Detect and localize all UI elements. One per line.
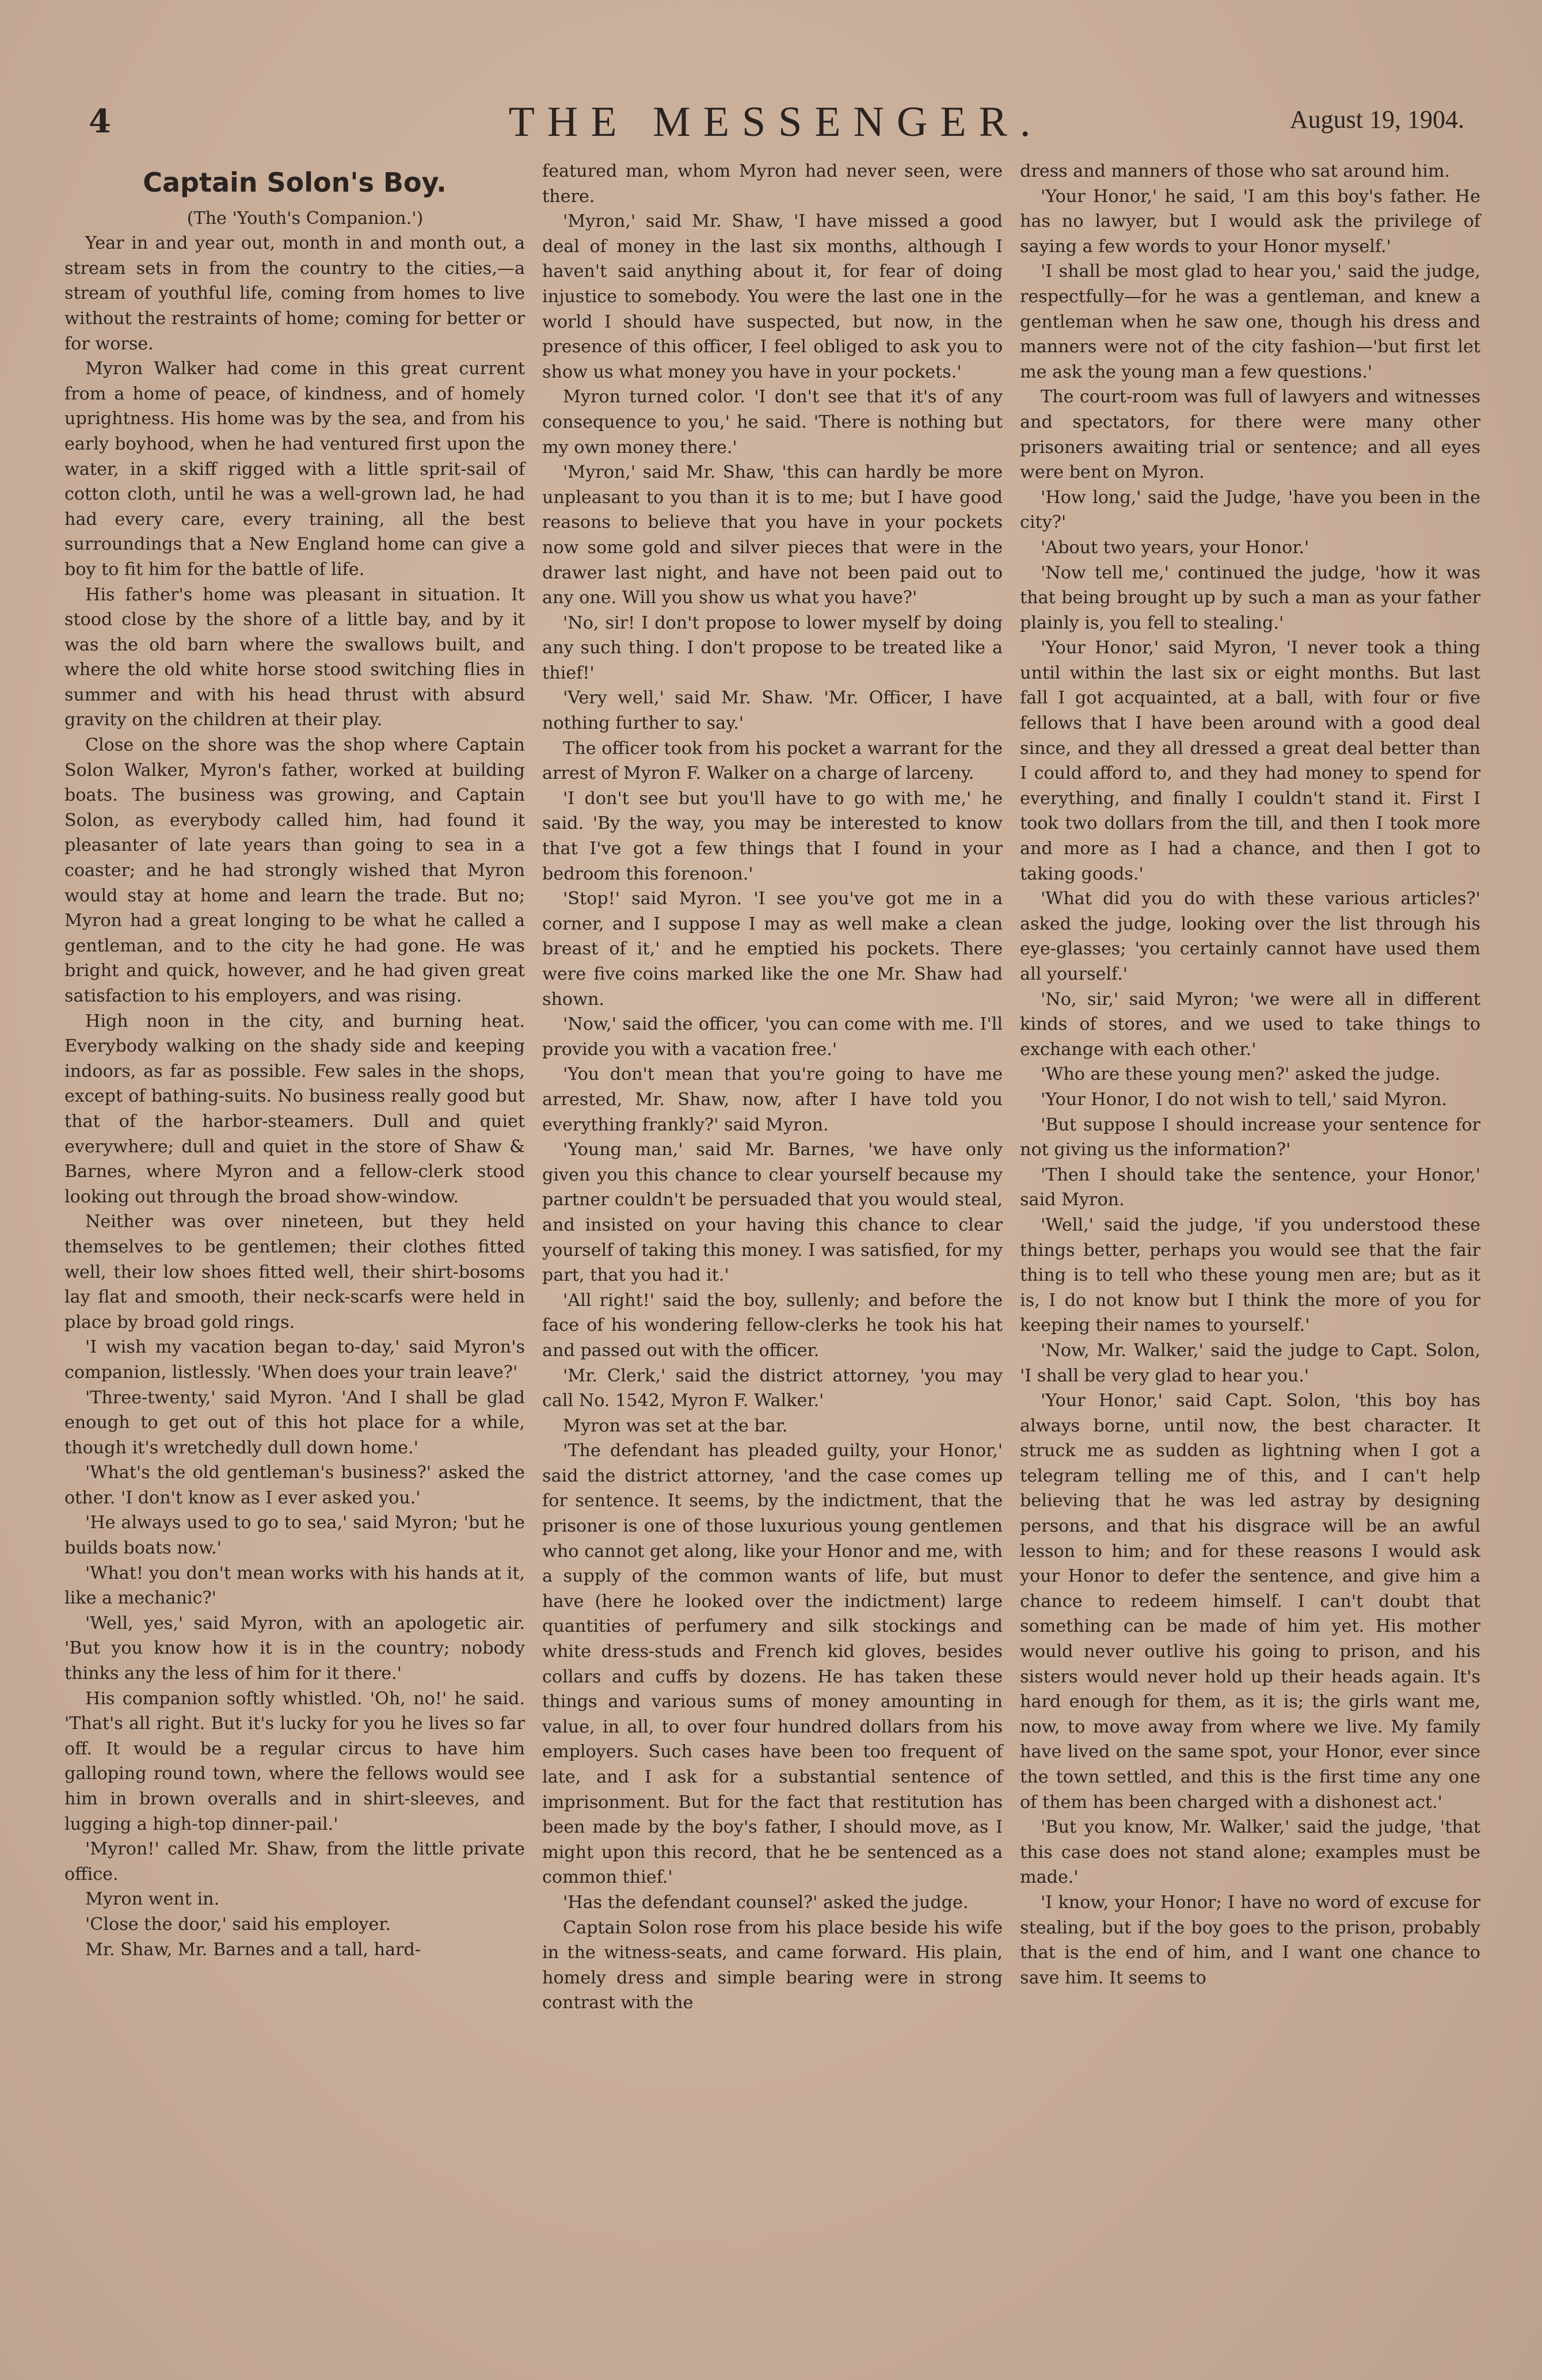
article-paragraph: The court-room was full of lawyers and witnesses and spectators, for there were many other prisoners awaiting trial or sentence; and all eyes were bent on Myron. — [1020, 387, 1480, 483]
article-paragraph: 'No, sir! I don't propose to lower myself by doing any such thing. I don't propose to be treated like a thief!' — [542, 612, 1003, 683]
article-paragraph: 'But suppose I should increase your sentence for not giving us the information?' — [1020, 1114, 1480, 1160]
article-paragraph: 'Who are these young men?' asked the judge. — [1041, 1064, 1441, 1085]
article-paragraph: 'Stop!' said Myron. 'I see you've got me in a corner, and I suppose I may as well make a clean breast of it,' and he emptied his pockets. There were five coins marked like the one Mr. Shaw had shown. — [542, 889, 1003, 1010]
article-paragraph: 'All right!' said the boy, sullenly; and before the face of his wondering fellow-clerks he took his hat and passed out with the officer. — [542, 1290, 1003, 1361]
article-paragraph: 'No, sir,' said Myron; 'we were all in different kinds of stores, and we used to take things to exchange with each other.' — [1020, 989, 1480, 1060]
article-paragraph: Myron turned color. 'I don't see that it's of any consequence to you,' he said. 'There is nothing but my own money there.' — [542, 387, 1003, 458]
article-paragraph: 'Your Honor, I do not wish to tell,' said Myron. — [1041, 1089, 1448, 1110]
article-paragraph: 'What's the old gentleman's business?' asked the other. 'I don't know as I ever asked you.' — [64, 1463, 525, 1508]
article-paragraph: Neither was over nineteen, but they held themselves to be gentlemen; their clothes fitted well, their low shoes fitted well, their shirt-bosoms lay flat and smooth, their neck-scarfs were held in place by broad gold rings. — [64, 1212, 525, 1332]
article-paragraph: 'Myron!' called Mr. Shaw, from the little private office. — [64, 1839, 525, 1884]
article-paragraph: Myron went in. — [85, 1889, 220, 1910]
story-source: (The 'Youth's Companion.') — [186, 208, 424, 229]
column-1 — [64, 159, 525, 2016]
article-paragraph: featured man, whom Myron had never seen, were there. — [542, 161, 1003, 207]
article-paragraph: 'Now tell me,' continued the judge, 'how it was that being brought up by such a man as your father plainly is, you fell to stealing.' — [1020, 562, 1480, 633]
article-paragraph: 'What did you do with these various articles?' asked the judge, looking over the list through his eye-glasses; 'you certainly cannot have used them all yourself.' — [1020, 889, 1480, 984]
article-paragraph: 'But you know, Mr. Walker,' said the judge, 'that this case does not stand alone; examples must be made.' — [1020, 1817, 1480, 1888]
article-paragraph: 'I don't see but you'll have to go with me,' he said. 'By the way, you may be interested to know that I've got a few things that I found in your bedroom this forenoon.' — [542, 788, 1003, 884]
article-paragraph: 'You don't mean that you're going to have me arrested, Mr. Shaw, now, after I have told you everything frankly?' said Myron. — [542, 1064, 1003, 1135]
article-paragraph: 'Well, yes,' said Myron, with an apologetic air. 'But you know how it is in the country; nobody thinks any the less of him for it there.' — [64, 1613, 525, 1684]
story-title: Captain Solon's Boy. — [143, 167, 447, 198]
article-paragraph: His father's home was pleasant in situation. It stood close by the shore of a little bay, and by it was the old barn where the swallows built, and where the old white horse stood switching flies in summer and with his head thrust with absurd gravity on the children at their play. — [64, 584, 525, 730]
article-paragraph: 'Close the door,' said his employer. — [85, 1914, 391, 1935]
article-paragraph: 'Your Honor,' he said, 'I am this boy's father. He has no lawyer, but I would ask the privilege of saying a few words to your Honor myself.' — [1020, 186, 1480, 257]
article-paragraph: 'I know, your Honor; I have no word of excuse for stealing, but if the boy goes to the prison, probably that is the end of him, and I want one chance to save him. It seems to — [1020, 1892, 1480, 1988]
article-paragraph: 'Well,' said the judge, 'if you understood these things better, perhaps you would see that the fair thing is to tell who these young men are; but as it is, I do not know but I think the more of you for keeping their names to yourself.' — [1020, 1214, 1480, 1336]
article-paragraph: 'What! you don't mean works with his hands at it, like a mechanic?' — [64, 1563, 525, 1609]
column-2 — [542, 159, 1003, 2016]
article-paragraph: 'I wish my vacation began to-day,' said Myron's companion, listlessly. 'When does your train leave?' — [64, 1337, 525, 1383]
article-paragraph: 'Mr. Clerk,' said the district attorney, 'you may call No. 1542, Myron F. Walker.' — [542, 1365, 1003, 1411]
article-paragraph: 'I shall be most glad to hear you,' said the judge, respectfully—for he was a gentleman, and knew a gentleman when he saw one, though his dress and manners were not of the city fashion—'but first let me ask the young man a few questions.' — [1020, 261, 1480, 382]
article-paragraph: 'He always used to go to sea,' said Myron; 'but he builds boats now.' — [64, 1513, 525, 1559]
article-paragraph: 'Myron,' said Mr. Shaw, 'this can hardly be more unpleasant to you than it is to me; but I have good reasons to believe that you have in your pockets now some gold and silver pieces that were in the drawer last night, and have not been paid out to any one. Will you show us what you have?' — [542, 462, 1003, 608]
article-paragraph: 'Myron,' said Mr. Shaw, 'I have missed a good deal of money in the last six months, although I haven't said anything about it, for fear of doing injustice to somebody. You were the last one in the world I should have suspected, but now, in the presence of this officer, I feel obliged to ask you to show us what money you have in your pockets.' — [542, 211, 1003, 382]
article-paragraph: 'Has the defendant counsel?' asked the judge. — [563, 1892, 969, 1913]
article-paragraph: 'Now,' said the officer, 'you can come with me. I'll provide you with a vacation free.' — [542, 1014, 1003, 1060]
article-paragraph: Captain Solon rose from his place beside his wife in the witness-seats, and came forward. His plain, homely dress and simple bearing were in strong contrast with the — [542, 1917, 1003, 2013]
article-paragraph: 'Then I should take the sentence, your Honor,' said Myron. — [1020, 1164, 1480, 1210]
article-paragraph: 'Very well,' said Mr. Shaw. 'Mr. Officer, I have nothing further to say.' — [542, 688, 1003, 734]
article-paragraph: 'Now, Mr. Walker,' said the judge to Capt. Solon, 'I shall be very glad to hear you.' — [1020, 1340, 1480, 1386]
article-paragraph: Close on the shore was the shop where Captain Solon Walker, Myron's father, worked at building boats. The business was growing, and Captain Solon, as everybody called him, had found it pleasanter of late years than going to sea in a coaster; and he had strongly wished that Myron would stay at home and learn the trade. But no; Myron had a great longing to be what he called a gentleman, and to the city he had gone. He was bright and quick, however, and he had given great satisfaction to his employers, and was rising. — [64, 735, 525, 1006]
article-paragraph: Myron was set at the bar. — [563, 1415, 788, 1436]
article-paragraph: High noon in the city, and burning heat. Everybody walking on the shady side and keeping indoors, as far as possible. Few sales in the shops, except of bathing-suits. No business really good but that of the harbor-steamers. Dull and quiet everywhere; dull and quiet in the store of Shaw & Barnes, where Myron and a fellow-clerk stood looking out through the broad show-window. — [64, 1011, 525, 1207]
article-paragraph: 'About two years, your Honor.' — [1041, 537, 1309, 558]
article-paragraph: 'Your Honor,' said Capt. Solon, 'this boy has always borne, until now, the best character. It struck me as sudden as lightning when I got a telegram telling me of this, and I can't help believing that he was led astray by designing persons, and that his disgrace will be an awful lesson to him; and for these reasons I would ask your Honor to defer the sentence, and give him a chance to redeem himself. I can't doubt that something can be made of him yet. His mother would never outlive his going to prison, and his sisters would never hold up their heads again. It's hard enough for them, as it is; the girls want me, now, to move away from where we live. My family have lived on the same spot, your Honor, ever since the town settled, and this is the first time any one of them has been charged with a dishonest act.' — [1020, 1391, 1480, 1812]
page-number: 4 — [89, 102, 111, 140]
article-paragraph: Myron Walker had come in this great current from a home of peace, of kindness, and of homely uprightness. His home was by the sea, and from his early boyhood, when he had ventured first upon the water, in a skiff rigged with a little sprit-sail of cotton cloth, until he was a well-grown lad, he had had every care, every training, all the best surroundings that a New England home can give a boy to fit him for the battle of life. — [64, 359, 525, 580]
article-paragraph: 'The defendant has pleaded guilty, your Honor,' said the district attorney, 'and the case comes up for sentence. It seems, by the indictment, that the prisoner is one of those luxurious young gentlemen who cannot get along, like your Honor and me, with a supply of the common wants of life, but must have (here he looked over the indictment) large quantities of perfumery and silk stockings and white dress-studs and French kid gloves, besides collars and cuffs by dozens. He has taken these things and various sums of money amounting in value, in all, to over four hundred dollars from his employers. Such cases have been too frequent of late, and I ask for a substantial sentence of imprisonment. But for the fact that restitution has been made by the boy's father, I should move, as I might upon this record, that he be sentenced as a common thief.' — [542, 1441, 1003, 1888]
columns — [64, 159, 1487, 2016]
article-paragraph: 'Young man,' said Mr. Barnes, 'we have only given you this chance to clear yourself because my partner couldn't be persuaded that you would steal, and insisted on your having this chance to clear yourself of taking this money. I was satisfied, for my part, that you had it.' — [542, 1140, 1003, 1286]
article-paragraph: His companion softly whistled. 'Oh, no!' he said. 'That's all right. But it's lucky for you he lives so far off. It would be a regular circus to have him galloping round town, where the fellows would see him in brown overalls and in shirt-sleeves, and lugging a high-top dinner-pail.' — [64, 1688, 525, 1834]
column-3 — [1020, 159, 1480, 2016]
article-paragraph: Year in and year out, month in and month out, a stream sets in from the country to the cities,—a stream of youthful life, coming from homes to live without the restraints of home; coming for better or for worse. — [64, 233, 525, 354]
article-paragraph: 'Your Honor,' said Myron, 'I never took a thing until within the last six or eight months. But last fall I got acquainted, at a ball, with four or five fellows that I have been around with a good deal since, and they all dressed a great deal better than I could afford to, and they had money to spend for everything, and finally I couldn't stand it. First I took two dollars from the till, and then I took more and more as I had a chance, and then I got to taking goods.' — [1020, 638, 1480, 884]
newspaper-title: THE MESSENGER. — [508, 98, 1044, 146]
article-paragraph: Mr. Shaw, Mr. Barnes and a tall, hard- — [85, 1939, 421, 1960]
issue-date: August 19, 1904. — [1289, 105, 1464, 134]
article-paragraph: The officer took from his pocket a warrant for the arrest of Myron F. Walker on a charge of larceny. — [542, 738, 1003, 784]
masthead — [64, 98, 1487, 155]
article-paragraph: 'How long,' said the Judge, 'have you been in the city?' — [1020, 487, 1480, 533]
article-paragraph: 'Three-twenty,' said Myron. 'And I shall be glad enough to get out of this hot place for a while, though it's wretchedly dull down home.' — [64, 1387, 525, 1458]
article-paragraph: dress and manners of those who sat around him. — [1020, 161, 1450, 181]
